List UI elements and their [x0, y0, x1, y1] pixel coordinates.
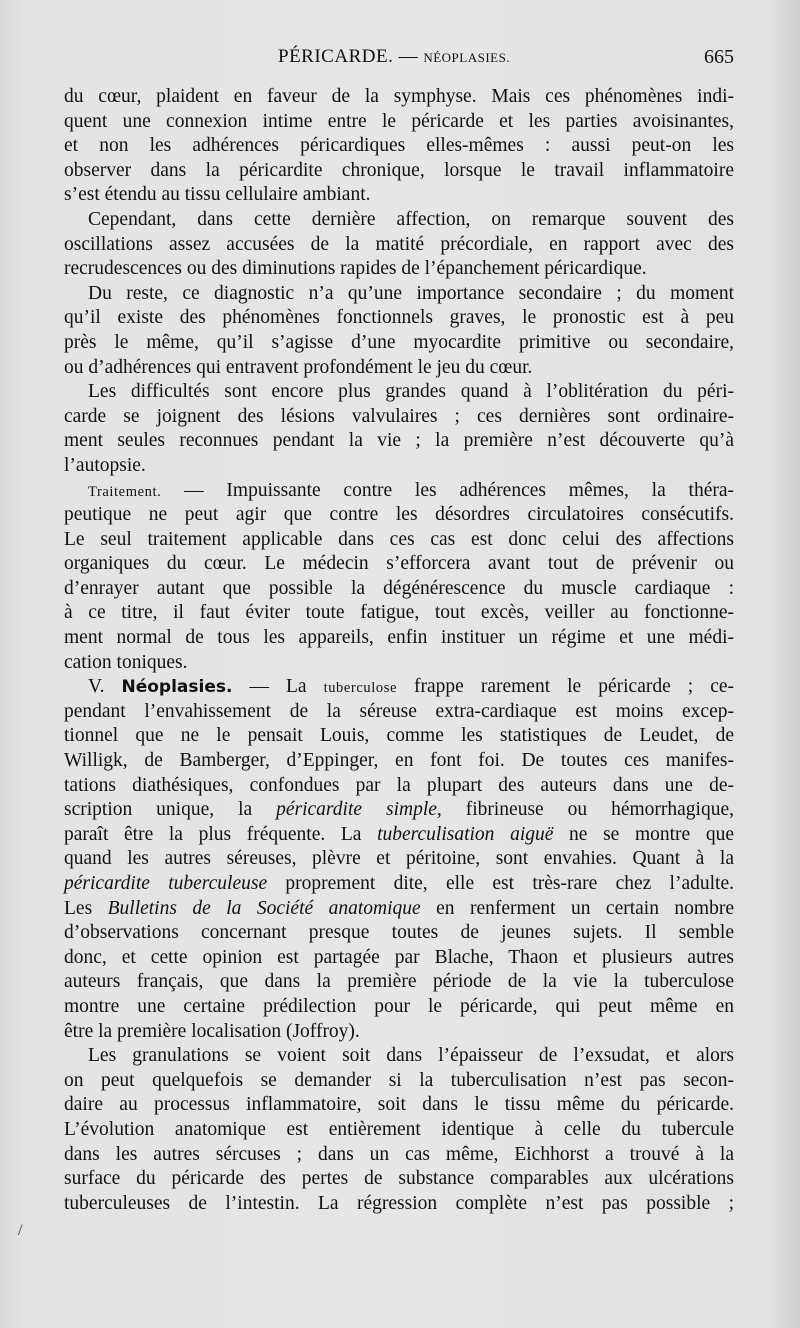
text-run: quand les autres séreuses, plèvre et péritoine, sont envahies. Quant à la	[64, 848, 734, 870]
text-line	[64, 1143, 734, 1168]
text-run: frappe rarement le péricarde ; ce-	[397, 676, 734, 698]
italic-term: Bulletins de la Société anatomique	[107, 897, 421, 919]
text-run: Willigk, de Bamberger, d’Eppinger, en font foi. De toutes ces manifes-	[64, 750, 734, 772]
text-run: Les	[64, 897, 108, 919]
text-run: scription unique, la	[64, 799, 277, 821]
text-line	[64, 798, 734, 823]
text-run: — La	[232, 676, 324, 698]
text-line	[64, 995, 734, 1020]
text-run: Cependant, dans cette dernière affection, on remarque souvent des	[88, 208, 734, 230]
text-run: donc, et cette opinion est partagée par Blache, Thaon et plusieurs autres	[64, 946, 734, 968]
text-run: quent une connexion intime entre le péricarde et les parties avoisinantes,	[64, 110, 734, 132]
text-run: — Impuissante contre les adhérences mêmes, la théra-	[161, 479, 734, 501]
text-line	[64, 1044, 734, 1069]
text-line	[64, 183, 734, 208]
text-line	[64, 528, 734, 553]
text-run: à ce titre, il faut éviter toute fatigue, tout excès, veiller au fonctionne-	[64, 602, 734, 624]
text-run: Les granulations se voient soit dans l’épaisseur de l’exsudat, et alors	[88, 1045, 734, 1067]
text-line	[64, 282, 734, 307]
text-run: peutique ne peut agir que contre les désordres circulatoires consécutifs.	[64, 504, 734, 526]
text-line	[64, 110, 734, 135]
text-line	[64, 380, 734, 405]
text-line	[64, 1192, 734, 1217]
text-line	[64, 921, 734, 946]
section-number: V.	[88, 676, 122, 698]
text-run: observer dans la péricardite chronique, lorsque le travail inflammatoire	[64, 159, 734, 181]
text-run: ment seules reconnues pendant la vie ; la première n’est découverte qu’à	[64, 430, 734, 452]
italic-term: tuberculisation aiguë	[377, 823, 554, 845]
text-run: s’est étendu au tissu cellulaire ambiant.	[64, 184, 371, 206]
margin-mark: /	[18, 1222, 23, 1239]
text-run: pendant l’envahissement de la séreuse extra-cardiaque est moins excep-	[64, 700, 734, 722]
text-run: Le seul traitement applicable dans ces cas est donc celui des affections	[64, 528, 734, 550]
text-run: l’autopsie.	[64, 454, 146, 476]
text-line	[64, 823, 734, 848]
text-run: près le même, qu’il s’agisse d’une myocardite primitive ou secondaire,	[64, 331, 734, 353]
text-line	[64, 1093, 734, 1118]
text-line	[64, 257, 734, 282]
text-run: être la première localisation (Joffroy).	[64, 1020, 360, 1042]
text-run: Du reste, ce diagnostic n’a qu’une importance secondaire ; du moment	[88, 282, 734, 304]
text-line	[64, 774, 734, 799]
text-line	[64, 970, 734, 995]
text-line	[64, 651, 734, 676]
running-title-sub: NÉOPLASIES.	[423, 50, 511, 65]
text-run: recrudescences ou des diminutions rapides de l’épanchement péricardique.	[64, 258, 647, 280]
text-run: montre une certaine prédilection pour le péricarde, qui peut même en	[64, 995, 734, 1017]
running-header	[64, 46, 734, 76]
text-run: carde se joignent des lésions valvulaires ; ces dernières sont ordinaire-	[64, 405, 734, 427]
text-line	[64, 1020, 734, 1045]
text-line	[64, 577, 734, 602]
text-line	[64, 503, 734, 528]
text-line	[64, 405, 734, 430]
text-run: ou d’adhérences qui entravent profondément le jeu du cœur.	[64, 356, 533, 378]
text-line	[64, 429, 734, 454]
text-run: paraît être la plus fréquente. La	[64, 823, 378, 845]
running-title	[278, 46, 510, 68]
text-line	[64, 1069, 734, 1094]
text-run: fibrineuse ou hémorrhagique,	[441, 799, 734, 821]
text-run: L’évolution anatomique est entièrement identique à celle du tubercule	[64, 1118, 734, 1140]
text-run: tionnel que ne le pensait Louis, comme les statistiques de Leudet, de	[64, 725, 734, 747]
text-run: ment normal de tous les appareils, enfin instituer un régime et une médi-	[64, 627, 734, 649]
text-line	[64, 749, 734, 774]
text-run: tations diathésiques, confondues par la plupart des auteurs dans une de-	[64, 774, 734, 796]
text-run: organiques du cœur. Le médecin s’efforcera avant tout de prévenir ou	[64, 553, 734, 575]
text-line	[64, 85, 734, 110]
text-run: auteurs français, que dans la première période de la vie la tuberculose	[64, 971, 734, 993]
italic-term: péricardite tuberculeuse	[64, 873, 268, 894]
body-text	[64, 85, 734, 1216]
italic-term: péricardite simple,	[276, 799, 442, 821]
text-line	[64, 847, 734, 872]
text-line	[64, 479, 734, 504]
text-line	[64, 601, 734, 626]
text-run: tuberculeuses de l’intestin. La régression complète n’est pas possible ;	[64, 1192, 734, 1214]
text-line	[64, 134, 734, 159]
text-line	[64, 700, 734, 725]
text-run: oscillations assez accusées de la matité précordiale, en rapport avec des	[64, 233, 734, 255]
section-label: Traitement.	[88, 483, 162, 500]
text-run: proprement dite, elle est très-rare chez l’adulte.	[267, 873, 734, 894]
small-caps-term: tuberculose	[323, 680, 397, 697]
text-run: daire au processus inflammatoire, soit dans le tissu même du péricarde.	[64, 1094, 734, 1116]
text-line	[64, 946, 734, 971]
text-run: on peut quelquefois se demander si la tuberculisation n’est pas secon-	[64, 1069, 734, 1091]
text-line	[64, 552, 734, 577]
text-run: surface du péricarde des pertes de substance comparables aux ulcérations	[64, 1168, 734, 1190]
text-run: dans les autres sércuses ; dans un cas même, Eichhorst a trouvé à la	[64, 1143, 734, 1165]
page-number: 665	[704, 46, 734, 68]
text-run: cation toniques.	[64, 651, 188, 673]
text-line	[64, 208, 734, 233]
text-line	[64, 675, 734, 700]
text-line	[64, 626, 734, 651]
running-title-main: PÉRICARDE. —	[278, 46, 424, 67]
text-run: et non les adhérences péricardiques elles-mêmes : aussi peut-on les	[64, 135, 734, 157]
text-run: du cœur, plaident en faveur de la symphyse. Mais ces phénomènes indi-	[64, 86, 734, 107]
text-line	[64, 872, 734, 897]
text-line	[64, 1118, 734, 1143]
text-run: d’observations concernant presque toutes de jeunes sujets. Il semble	[64, 922, 734, 944]
text-line	[64, 1167, 734, 1192]
text-run: en renferment un certain nombre	[420, 897, 734, 919]
text-run: qu’il existe des phénomènes fonctionnels graves, le pronostic est à peu	[64, 307, 734, 329]
text-run: d’enrayer autant que possible la dégénérescence du muscle cardiaque :	[64, 577, 734, 599]
text-line	[64, 454, 734, 479]
text-line	[64, 331, 734, 356]
text-line	[64, 233, 734, 258]
text-line	[64, 897, 734, 922]
text-line	[64, 159, 734, 184]
text-line	[64, 356, 734, 381]
text-line	[64, 724, 734, 749]
text-line	[64, 306, 734, 331]
section-heading: Néoplasies.	[121, 677, 233, 698]
text-run: Les difficultés sont encore plus grandes quand à l’oblitération du péri-	[88, 381, 734, 403]
text-run: ne se montre que	[553, 823, 734, 845]
